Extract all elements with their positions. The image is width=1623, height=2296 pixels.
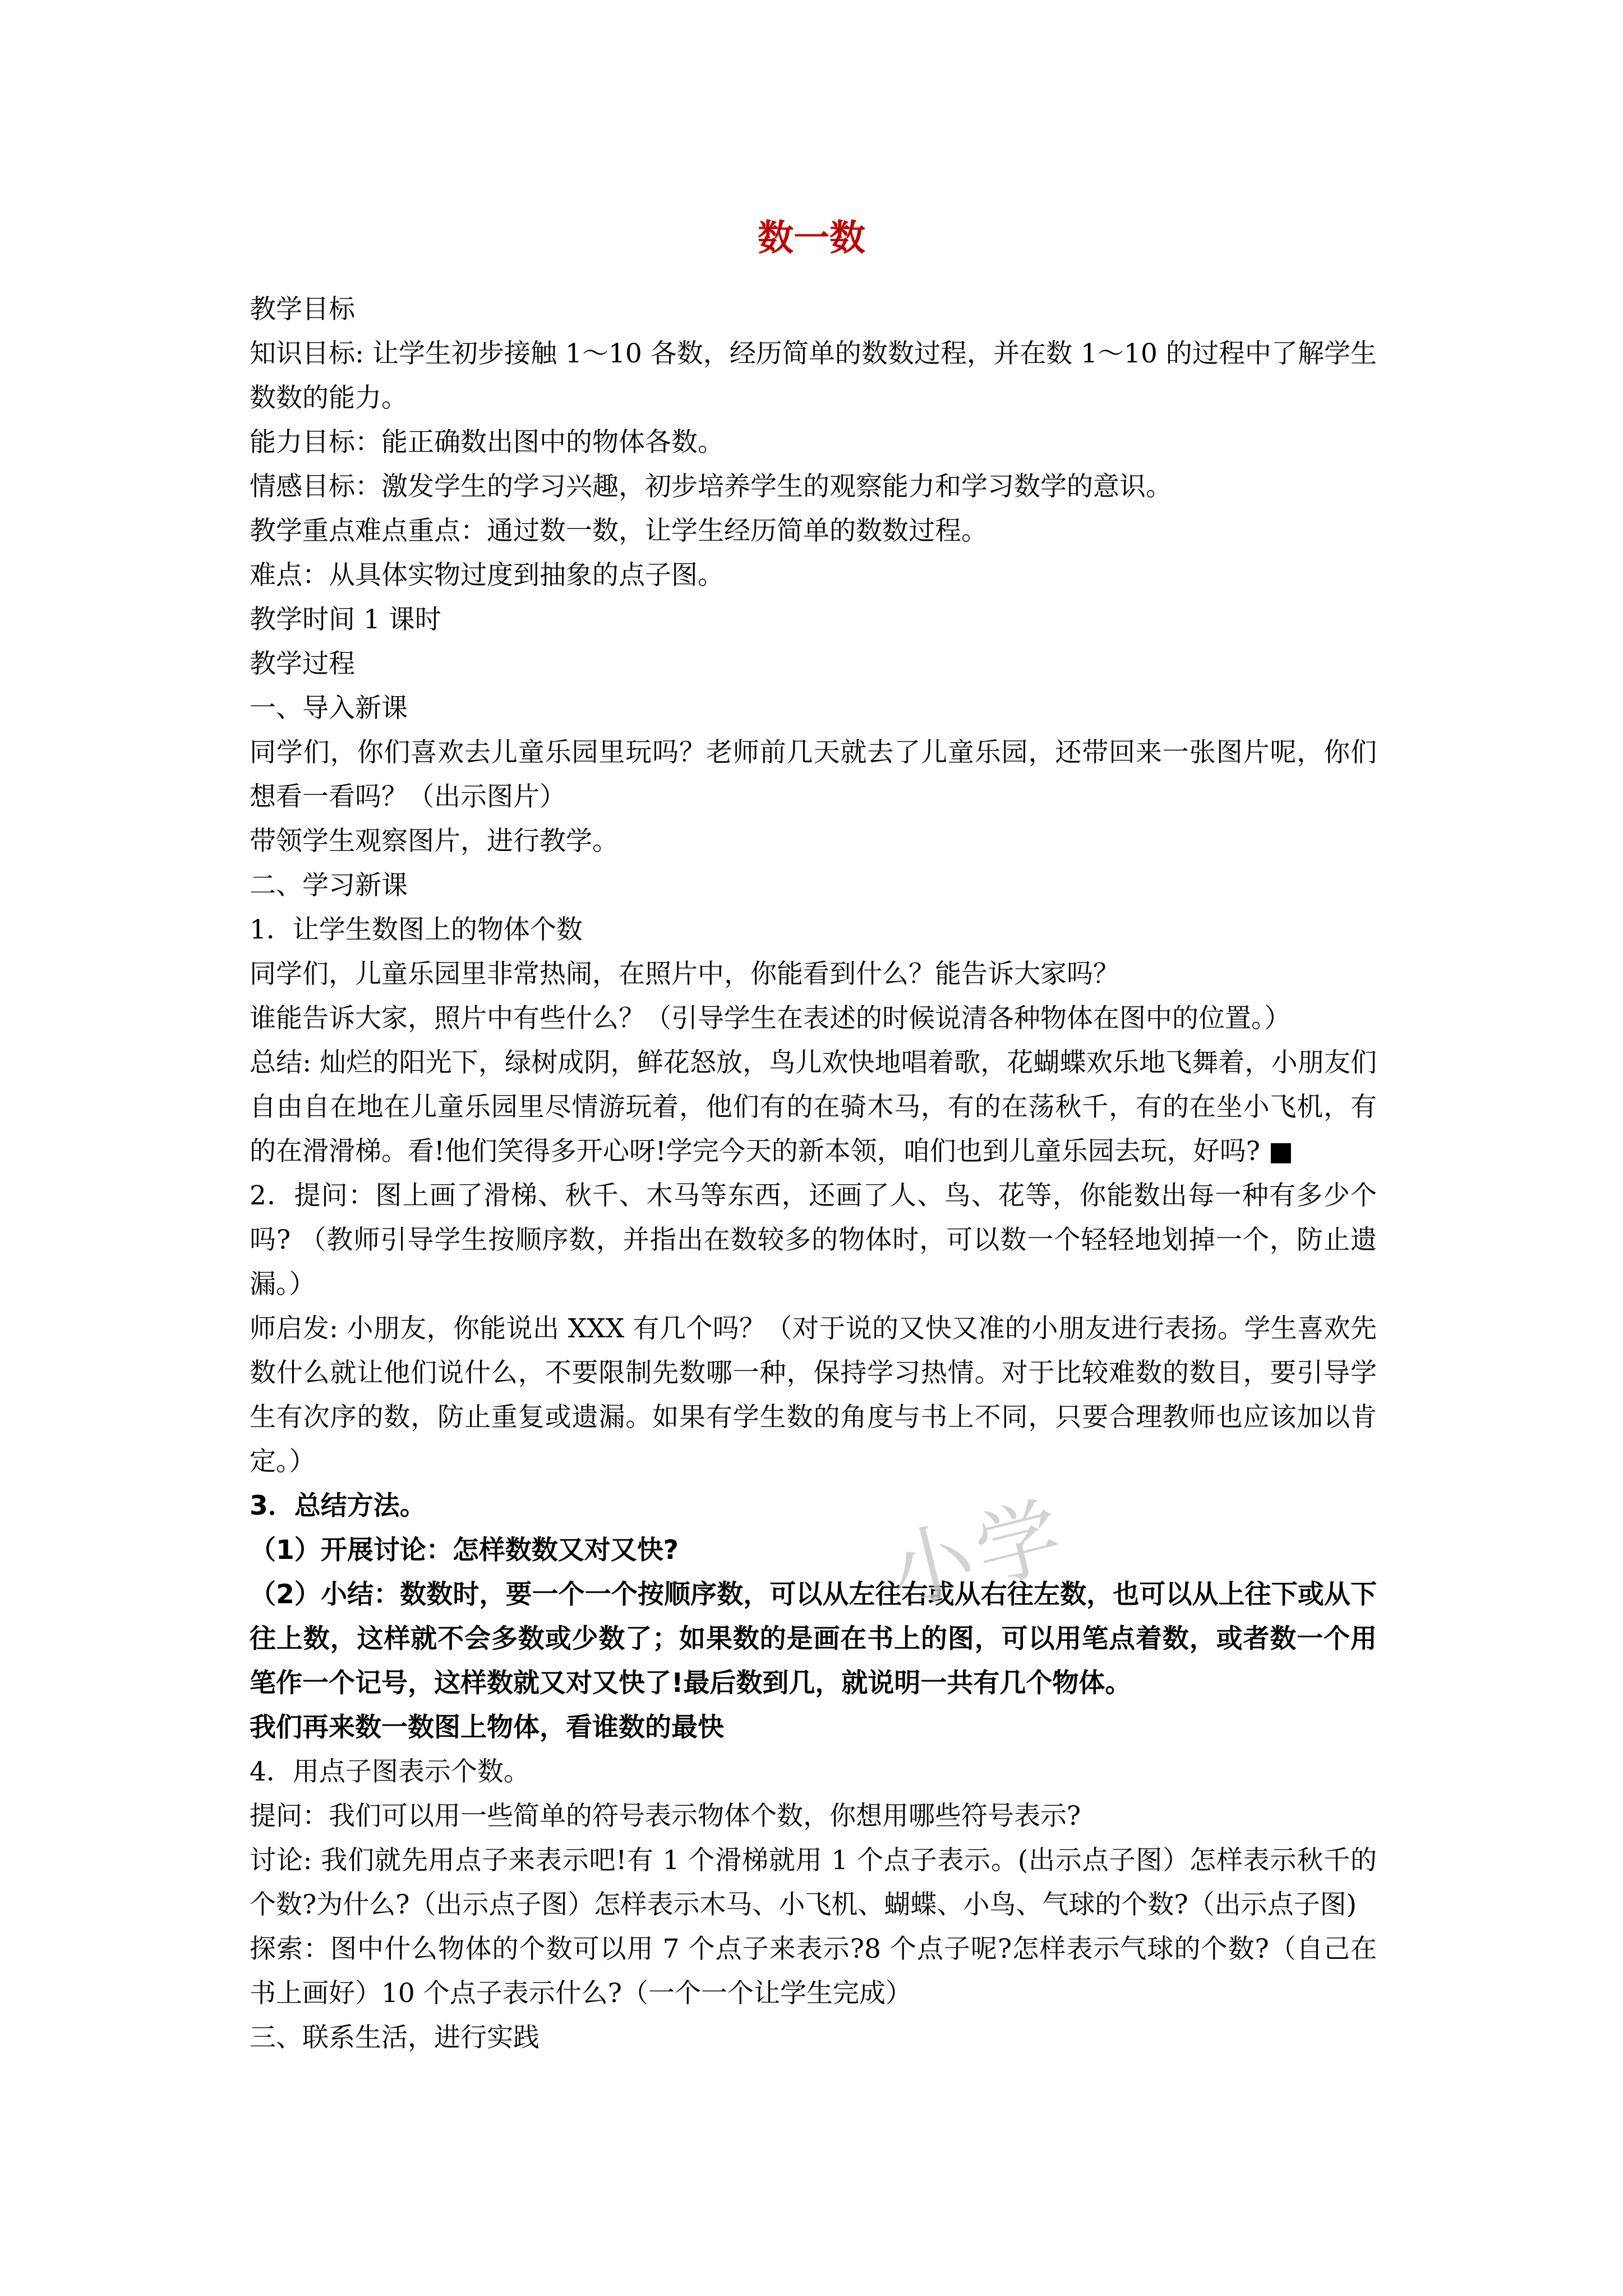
bold-paragraph: （2）小结：数数时，要一个一个按顺序数，可以从左往右或从右往左数，也可以从上往下或从下往上数，这样就不会多数或少数了；如果数的是画在书上的图，可以用笔点着数，或者数一个用笔作一个记号，这样数就又对又快了!最后数到几，就说明一共有几个物体。 — [250, 1579, 1377, 1699]
paragraph: 提问：我们可以用一些简单的符号表示物体个数，你想用哪些符号表示? — [250, 1801, 1081, 1832]
paragraph: 教学重点难点重点：通过数一数，让学生经历简单的数数过程。 — [250, 516, 988, 546]
paragraph: 同学们，你们喜欢去儿童乐园里玩吗？老师前几天就去了儿童乐园，还带回来一张图片呢，你们想看一看吗？（出示图片） — [250, 737, 1377, 812]
paragraph: 带领学生观察图片，进行教学。 — [250, 826, 619, 857]
bold-paragraph: （1）开展讨论：怎样数数又对又快? — [250, 1535, 679, 1566]
bold-paragraph: 我们再来数一数图上物体，看谁数的最快 — [250, 1712, 724, 1743]
paragraph: 同学们，儿童乐园里非常热闹，在照片中，你能看到什么？能告诉大家吗？ — [250, 959, 1119, 990]
paragraph: 二、学习新课 — [250, 870, 408, 901]
paragraph: 情感目标：激发学生的学习兴趣，初步培养学生的观察能力和学习数学的意识。 — [250, 471, 1172, 502]
bold-paragraph: 3．总结方法。 — [250, 1490, 426, 1521]
paragraph: 1．让学生数图上的物体个数 — [250, 914, 583, 945]
paragraph: 难点：从具体实物过度到抽象的点子图。 — [250, 560, 724, 591]
paragraph: 教学过程 — [250, 648, 355, 679]
watermark: 小学 — [879, 1485, 1077, 1624]
paragraph: 2．提问：图上画了滑梯、秋千、木马等东西，还画了人、鸟、花等，你能数出每一种有多少个吗? （教师引导学生按顺序数，并指出在数较多的物体时，可以数一个轻轻地划掉一个，防止遗漏。） — [250, 1180, 1377, 1300]
paragraph: 知识目标: 让学生初步接触 1～10 各数，经历简单的数数过程，并在数 1～10 的过程中了解学生数数的能力。 — [250, 338, 1377, 413]
page-title: 数一数 — [758, 218, 865, 259]
paragraph: 师启发: 小朋友，你能说出 XXX 有几个吗？（对于说的又快又准的小朋友进行表扬。学生喜欢先数什么就让他们说什么，不要限制先数哪一种，保持学习热情。对于比较难数的数目，要引导学生有次序的数，防止重复或遗漏。如果有学生数的角度与书上不同，只要合理教师也应该加以肯定。） — [250, 1313, 1377, 1477]
paragraph: 三、联系生活，进行实践 — [250, 2022, 540, 2053]
paragraph: 能力目标：能正确数出图中的物体各数。 — [250, 427, 724, 458]
paragraph: 讨论: 我们就先用点子来表示吧!有 1 个滑梯就用 1 个点子表示。(出示点子图）怎样表示秋千的个数?为什么?（出示点子图）怎样表示木马、小飞机、蝴蝶、小鸟、气球的个数?（出示点子图) — [250, 1845, 1377, 1920]
paragraph: 4．用点子图表示个数。 — [250, 1756, 530, 1787]
paragraph: 教学时间 1 课时 — [250, 604, 441, 635]
paragraph: 一、导入新课 — [250, 693, 408, 724]
paragraph: 谁能告诉大家，照片中有些什么？（引导学生在表述的时候说清各种物体在图中的位置。） — [250, 1003, 1291, 1034]
paragraph: 探索：图中什么物体的个数可以用 7 个点子来表示?8 个点子呢?怎样表示气球的个数?（自己在书上画好）10 个点子表示什么?（一个一个让学生完成） — [250, 1934, 1377, 2009]
paragraph: 总结: 灿烂的阳光下，绿树成阴，鲜花怒放，鸟儿欢快地唱着歌，花蝴蝶欢乐地飞舞着，小朋友们自由自在地在儿童乐园里尽情游玩着，他们有的在骑木马，有的在荡秋千，有的在坐小飞机，有的在滑滑梯。看!他们笑得多开心呀!学完今天的新本领，咱们也到儿童乐园去玩，好吗? ■ — [250, 1047, 1377, 1167]
document-body — [250, 287, 1377, 2060]
paragraph: 教学目标 — [250, 294, 355, 325]
